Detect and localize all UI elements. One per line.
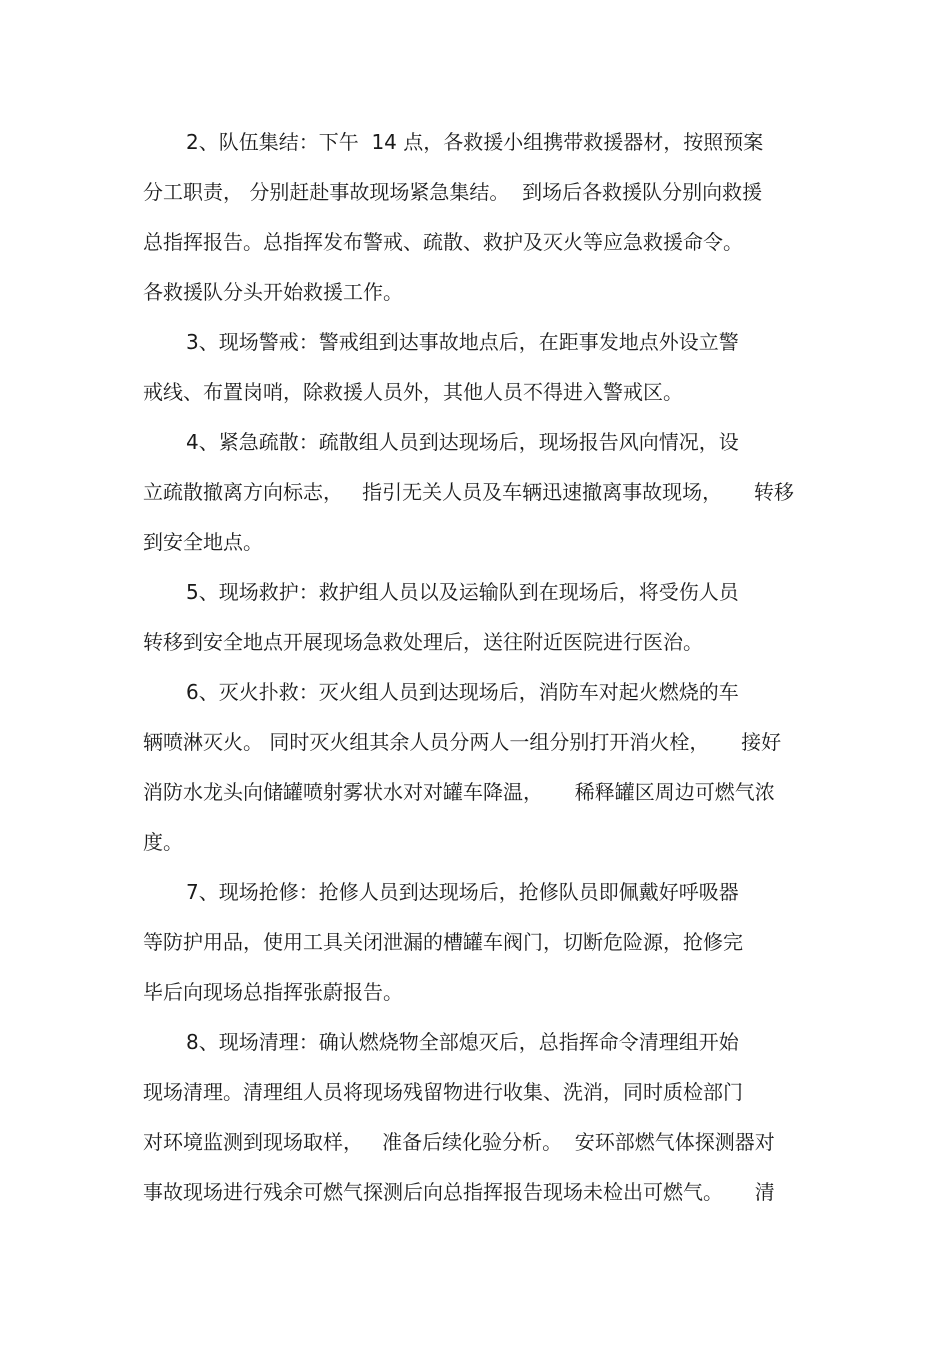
paragraph-2-line-2: 分工职责， 分别赶赴事故现场紧急集结。 到场后各救援队分别向救援	[143, 180, 763, 204]
paragraph-2-line-4: 各救援队分头开始救援工作。	[143, 280, 403, 304]
paragraph-4-line-3: 到安全地点。	[143, 530, 263, 554]
paragraph-2-line-3: 总指挥报告。总指挥发布警戒、疏散、救护及灭火等应急救援命令。	[143, 230, 743, 254]
paragraph-5-line-2: 转移到安全地点开展现场急救处理后，送往附近医院进行医治。	[143, 630, 703, 654]
paragraph-7-line-3: 毕后向现场总指挥张蔚报告。	[143, 980, 403, 1004]
paragraph-6-line-1: 6、灭火扑救：灭火组人员到达现场后，消防车对起火燃烧的车	[186, 680, 739, 704]
paragraph-5-line-1: 5、现场救护：救护组人员以及运输队到在现场后，将受伤人员	[186, 580, 739, 604]
paragraph-8-line-3: 对环境监测到现场取样， 准备后续化验分析。 安环部燃气体探测器对	[143, 1130, 775, 1154]
paragraph-6-line-4: 度。	[143, 830, 183, 854]
paragraph-4-line-2: 立疏散撤离方向标志， 指引无关人员及车辆迅速撤离事故现场， 转移	[143, 480, 794, 504]
paragraph-3-line-1: 3、现场警戒：警戒组到达事故地点后，在距事发地点外设立警	[186, 330, 739, 354]
paragraph-4-line-1: 4、紧急疏散：疏散组人员到达现场后，现场报告风向情况，设	[186, 430, 739, 454]
paragraph-6-line-2: 辆喷淋灭火。 同时灭火组其余人员分两人一组分别打开消火栓， 接好	[143, 730, 782, 754]
paragraph-7-line-1: 7、现场抢修：抢修人员到达现场后，抢修队员即佩戴好呼吸器	[186, 880, 739, 904]
paragraph-6-line-3: 消防水龙头向储罐喷射雾状水对对罐车降温， 稀释罐区周边可燃气浓	[143, 780, 775, 804]
paragraph-8-line-4: 事故现场进行残余可燃气探测后向总指挥报告现场未检出可燃气。 清	[143, 1180, 775, 1204]
paragraph-7-line-2: 等防护用品，使用工具关闭泄漏的槽罐车阀门，切断危险源，抢修完	[143, 930, 743, 954]
paragraph-3-line-2: 戒线、布置岗哨，除救援人员外，其他人员不得进入警戒区。	[143, 380, 683, 404]
paragraph-8-line-1: 8、现场清理：确认燃烧物全部熄灭后，总指挥命令清理组开始	[186, 1030, 739, 1054]
paragraph-8-line-2: 现场清理。清理组人员将现场残留物进行收集、洗消，同时质检部门	[143, 1080, 743, 1104]
paragraph-2-line-1: 2、队伍集结：下午 14 点，各救援小组携带救援器材，按照预案	[186, 130, 764, 154]
